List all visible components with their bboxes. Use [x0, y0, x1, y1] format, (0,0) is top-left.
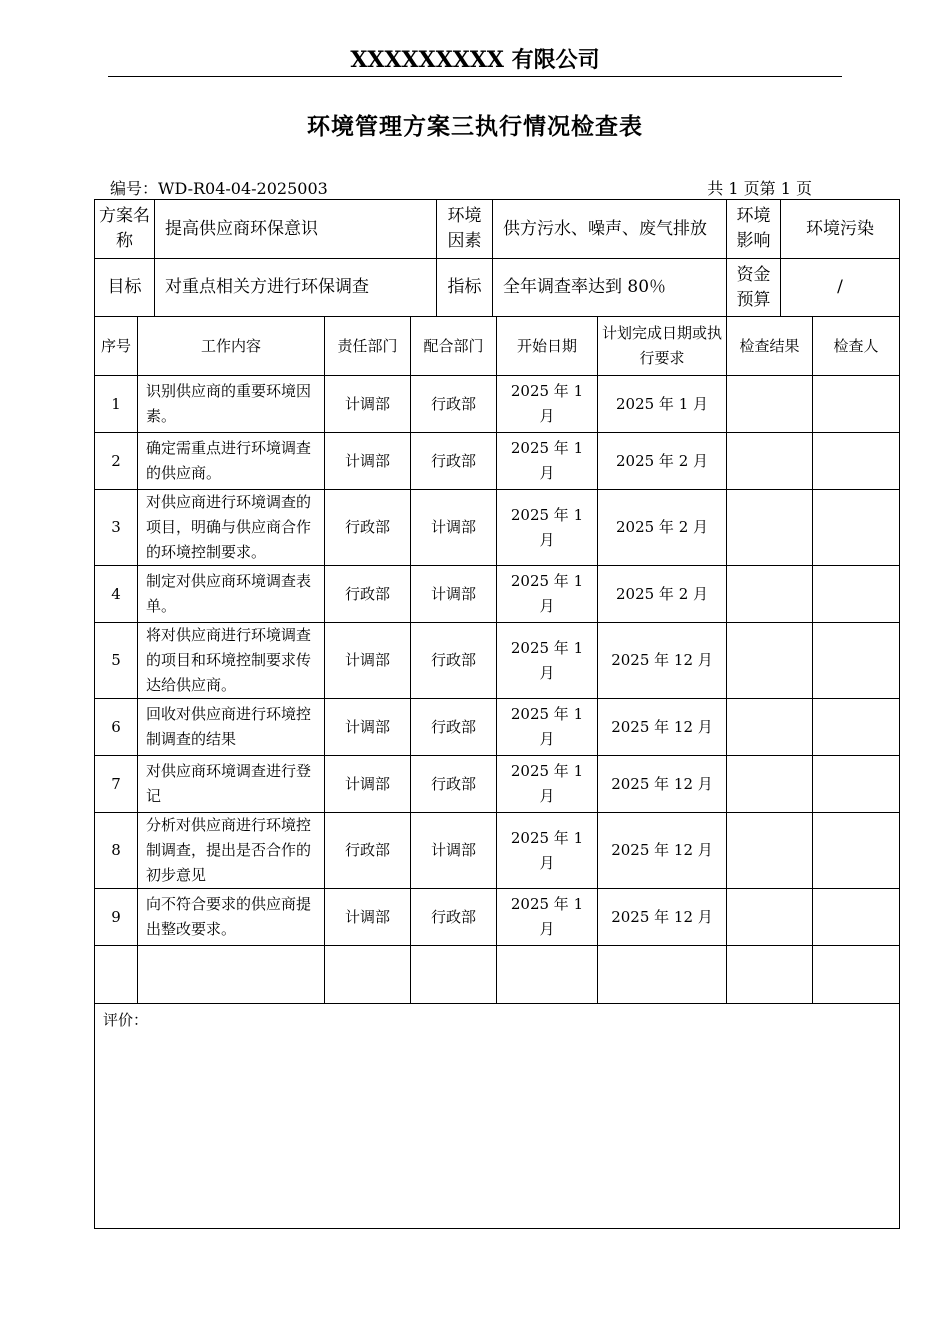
row-content: 确定需重点进行环境调查的供应商。	[138, 433, 325, 490]
row-resp-dept: 行政部	[325, 813, 411, 889]
plan-header-table	[94, 199, 900, 317]
row-resp-dept: 行政部	[325, 566, 411, 623]
row-plan-date: 2025 年 12 月	[598, 813, 727, 889]
row-checker	[813, 889, 900, 946]
col-header-start: 开始日期	[497, 317, 598, 376]
col-header-result: 检查结果	[727, 317, 813, 376]
row-checker	[813, 376, 900, 433]
row-no: 8	[95, 813, 138, 889]
table-row	[95, 433, 900, 490]
col-header-content: 工作内容	[138, 317, 325, 376]
col-header-checker: 检查人	[813, 317, 900, 376]
row-checker	[813, 699, 900, 756]
indicator-value: 全年调查率达到 80％	[493, 259, 727, 317]
row-coop-dept: 行政部	[411, 756, 497, 813]
row-coop-dept: 行政部	[411, 433, 497, 490]
indicator-label: 指标	[437, 259, 493, 317]
row-start-date: 2025 年 1 月	[497, 490, 598, 566]
row-resp-dept: 计调部	[325, 376, 411, 433]
goal-value: 对重点相关方进行环保调查	[155, 259, 437, 317]
empty-cell	[598, 946, 727, 1004]
row-coop-dept: 计调部	[411, 490, 497, 566]
row-no: 9	[95, 889, 138, 946]
row-resp-dept: 计调部	[325, 699, 411, 756]
row-no: 6	[95, 699, 138, 756]
empty-cell	[727, 946, 813, 1004]
row-coop-dept: 计调部	[411, 566, 497, 623]
col-header-plan: 计划完成日期或执行要求	[598, 317, 727, 376]
company-name: XXXXXXXXX 有限公司	[108, 44, 842, 77]
plan-name-value: 提高供应商环保意识	[155, 200, 437, 259]
env-factor-value: 供方污水、噪声、废气排放	[493, 200, 727, 259]
plan-name-label: 方案名称	[95, 200, 155, 259]
row-resp-dept: 计调部	[325, 433, 411, 490]
budget-label: 资金预算	[727, 259, 781, 317]
table-row	[95, 376, 900, 433]
row-coop-dept: 行政部	[411, 376, 497, 433]
row-coop-dept: 行政部	[411, 889, 497, 946]
table-row	[95, 566, 900, 623]
row-plan-date: 2025 年 2 月	[598, 566, 727, 623]
row-content: 向不符合要求的供应商提出整改要求。	[138, 889, 325, 946]
col-header-resp: 责任部门	[325, 317, 411, 376]
row-check-result	[727, 433, 813, 490]
table-row	[95, 699, 900, 756]
page-info: 共 1 页第 1 页	[707, 179, 812, 198]
row-check-result	[727, 699, 813, 756]
row-resp-dept: 行政部	[325, 490, 411, 566]
row-start-date: 2025 年 1 月	[497, 699, 598, 756]
row-resp-dept: 计调部	[325, 756, 411, 813]
row-start-date: 2025 年 1 月	[497, 889, 598, 946]
row-coop-dept: 行政部	[411, 699, 497, 756]
env-impact-label: 环境影响	[727, 200, 781, 259]
row-no: 7	[95, 756, 138, 813]
row-check-result	[727, 756, 813, 813]
row-coop-dept: 行政部	[411, 623, 497, 699]
row-plan-date: 2025 年 12 月	[598, 889, 727, 946]
row-no: 2	[95, 433, 138, 490]
row-check-result	[727, 623, 813, 699]
empty-cell	[325, 946, 411, 1004]
table-row	[95, 623, 900, 699]
evaluation-row	[95, 1004, 900, 1229]
row-content: 识别供应商的重要环境因素。	[138, 376, 325, 433]
budget-value: /	[781, 259, 900, 317]
row-no: 5	[95, 623, 138, 699]
column-header-row	[95, 317, 900, 376]
empty-row	[95, 946, 900, 1004]
row-checker	[813, 566, 900, 623]
row-checker	[813, 433, 900, 490]
table-row	[95, 889, 900, 946]
empty-cell	[95, 946, 138, 1004]
row-start-date: 2025 年 1 月	[497, 566, 598, 623]
row-resp-dept: 计调部	[325, 623, 411, 699]
row-no: 4	[95, 566, 138, 623]
row-plan-date: 2025 年 1 月	[598, 376, 727, 433]
task-check-table	[94, 316, 900, 1229]
row-check-result	[727, 566, 813, 623]
row-plan-date: 2025 年 12 月	[598, 623, 727, 699]
row-content: 对供应商进行环境调查的项目，明确与供应商合作的环境控制要求。	[138, 490, 325, 566]
document-title: 环境管理方案三执行情况检查表	[307, 113, 643, 140]
row-plan-date: 2025 年 2 月	[598, 490, 727, 566]
evaluation-label: 评价：	[95, 1004, 900, 1229]
empty-cell	[813, 946, 900, 1004]
col-header-no: 序号	[95, 317, 138, 376]
goal-label: 目标	[95, 259, 155, 317]
row-start-date: 2025 年 1 月	[497, 756, 598, 813]
row-checker	[813, 756, 900, 813]
empty-cell	[411, 946, 497, 1004]
row-start-date: 2025 年 1 月	[497, 623, 598, 699]
row-start-date: 2025 年 1 月	[497, 376, 598, 433]
row-checker	[813, 490, 900, 566]
row-check-result	[727, 490, 813, 566]
empty-cell	[138, 946, 325, 1004]
row-check-result	[727, 813, 813, 889]
col-header-coop: 配合部门	[411, 317, 497, 376]
row-check-result	[727, 376, 813, 433]
row-content: 将对供应商进行环境调查的项目和环境控制要求传达给供应商。	[138, 623, 325, 699]
row-content: 制定对供应商环境调查表单。	[138, 566, 325, 623]
row-content: 回收对供应商进行环境控制调查的结果	[138, 699, 325, 756]
row-check-result	[727, 889, 813, 946]
env-impact-value: 环境污染	[781, 200, 900, 259]
empty-cell	[497, 946, 598, 1004]
table-row	[95, 756, 900, 813]
row-plan-date: 2025 年 12 月	[598, 699, 727, 756]
table-row	[95, 813, 900, 889]
row-start-date: 2025 年 1 月	[497, 433, 598, 490]
row-checker	[813, 623, 900, 699]
env-factor-label: 环境因素	[437, 200, 493, 259]
document-number: 编号：WD-R04-04-2025003	[110, 179, 328, 198]
table-row	[95, 490, 900, 566]
row-content: 分析对供应商进行环境控制调查，提出是否合作的初步意见	[138, 813, 325, 889]
row-resp-dept: 计调部	[325, 889, 411, 946]
row-no: 1	[95, 376, 138, 433]
row-start-date: 2025 年 1 月	[497, 813, 598, 889]
row-content: 对供应商环境调查进行登记	[138, 756, 325, 813]
row-plan-date: 2025 年 2 月	[598, 433, 727, 490]
row-checker	[813, 813, 900, 889]
row-no: 3	[95, 490, 138, 566]
row-plan-date: 2025 年 12 月	[598, 756, 727, 813]
row-coop-dept: 计调部	[411, 813, 497, 889]
